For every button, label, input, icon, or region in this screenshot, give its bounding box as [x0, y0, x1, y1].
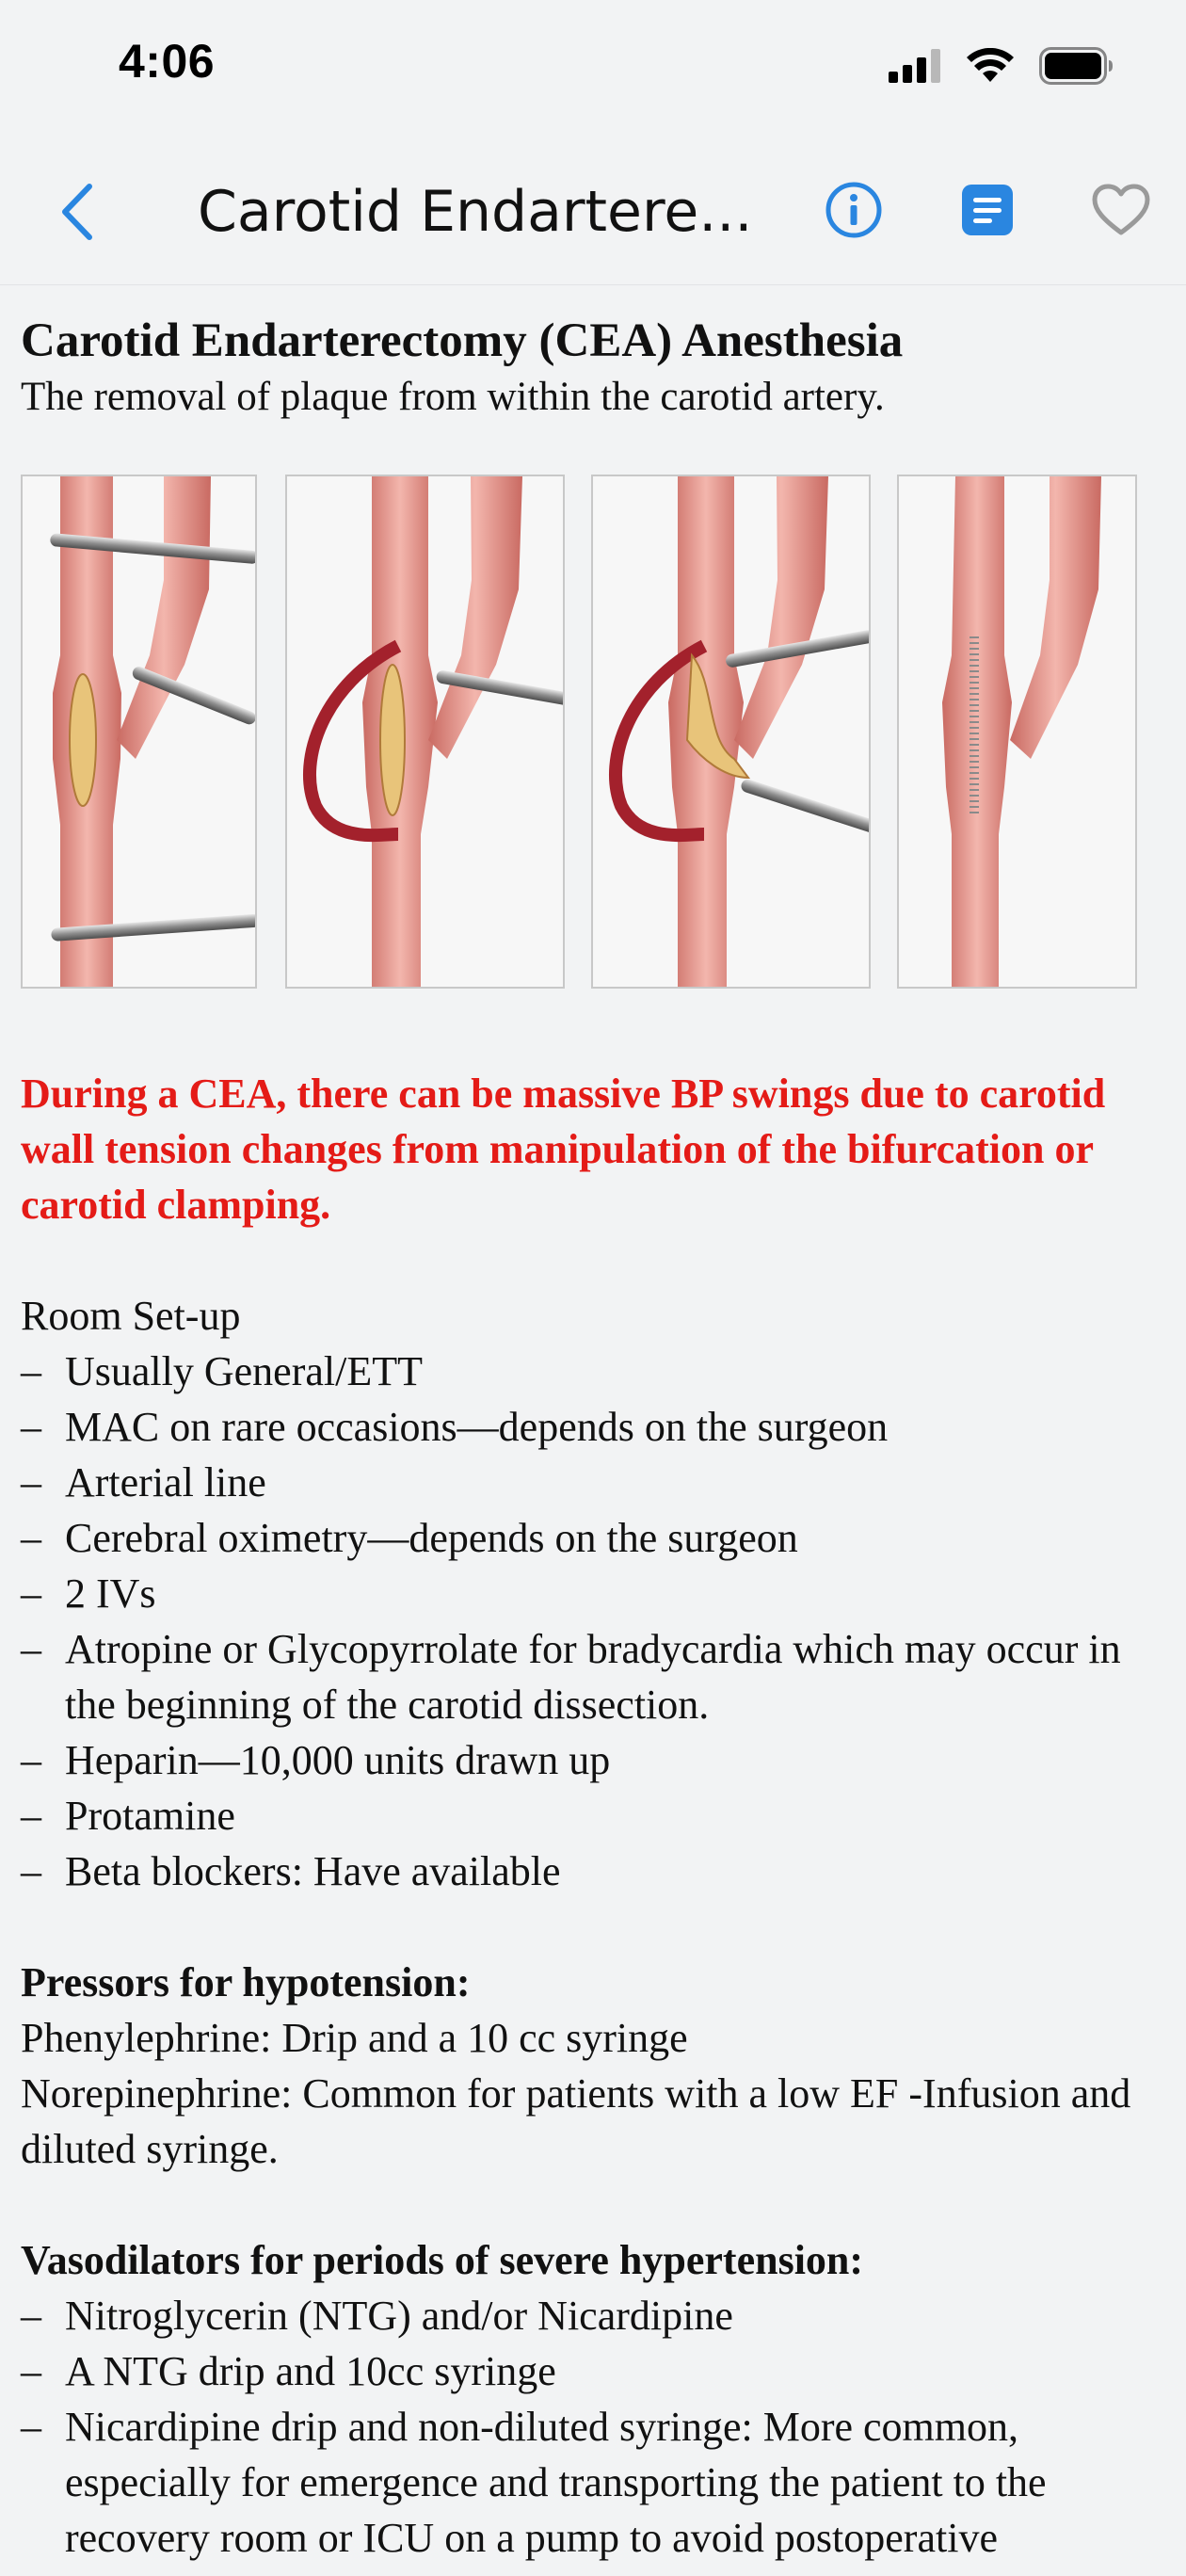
status-icons: [889, 47, 1114, 89]
pressors-heading: Pressors for hypotension:: [21, 1959, 471, 2005]
cellular-signal-icon: [889, 49, 941, 88]
illustration-panel-opened: [285, 475, 565, 989]
favorite-button[interactable]: [1086, 175, 1156, 245]
info-button[interactable]: [819, 175, 889, 245]
chevron-left-icon: [60, 183, 94, 241]
list-item: – Usually General/ETT: [21, 1344, 1165, 1399]
list-item: – Beta blockers: Have available: [21, 1843, 1165, 1899]
list-item: – 2 IVs: [21, 1566, 1165, 1621]
illustration-panel-clamped: [21, 475, 257, 989]
nav-title: Carotid Endartere...: [198, 179, 753, 245]
list-item: – Protamine: [21, 1788, 1165, 1843]
vasodilators-list: [21, 2288, 1165, 2566]
room-setup-list: [21, 1344, 1165, 1899]
notes-button[interactable]: [953, 175, 1022, 245]
status-time: 4:06: [119, 35, 216, 88]
article-subtitle: The removal of plaque from within the carotid artery.: [21, 375, 885, 419]
illustration-panel-sutured: [897, 475, 1137, 989]
battery-icon: [1039, 47, 1114, 89]
list-item: – Atropine or Glycopyrrolate for bradycardia which may occur in the beginning of the carotid dissection.: [21, 1621, 1165, 1732]
list-item: – A NTG drip and 10cc syringe: [21, 2343, 1165, 2399]
article-content: [21, 284, 1165, 2566]
illustration-panel-plaque-removal: [591, 475, 871, 989]
list-item: – Arterial line: [21, 1455, 1165, 1510]
list-item: – Cerebral oximetry—depends on the surgeon: [21, 1510, 1165, 1566]
list-item: – Nicardipine drip and non-diluted syringe: More common, especially for emergence and transporting the patient to the recovery room or ICU on a pump to avoid postoperative: [21, 2399, 1165, 2566]
list-item: – MAC on rare occasions—depends on the surgeon: [21, 1399, 1165, 1455]
vasodilators-heading: Vasodilators for periods of severe hypertension:: [21, 2237, 864, 2283]
navigation-bar: [0, 141, 1186, 285]
status-bar: [0, 0, 1186, 141]
list-item: – Heparin—10,000 units drawn up: [21, 1732, 1165, 1788]
info-icon: [825, 181, 883, 239]
heart-icon: [1092, 184, 1150, 236]
bp-swing-warning: During a CEA, there can be massive BP swings due to carotid wall tension changes from manipulation of the bifurcation or carotid clamping.: [21, 1071, 1106, 1228]
back-button[interactable]: [49, 179, 105, 245]
list-item: – Nitroglycerin (NTG) and/or Nicardipine: [21, 2288, 1165, 2343]
article-title: Carotid Endarterectomy (CEA) Anesthesia: [21, 314, 904, 367]
room-setup-heading: Room Set-up: [21, 1293, 241, 1339]
wifi-icon: [966, 48, 1015, 89]
cea-procedure-illustration: [21, 475, 1137, 990]
notes-icon: [960, 183, 1015, 237]
pressor-line: Phenylephrine: Drip and a 10 cc syringe: [21, 2015, 688, 2061]
pressor-line: Norepinephrine: Common for patients with a low EF -Infusion and diluted syringe.: [21, 2070, 1131, 2172]
